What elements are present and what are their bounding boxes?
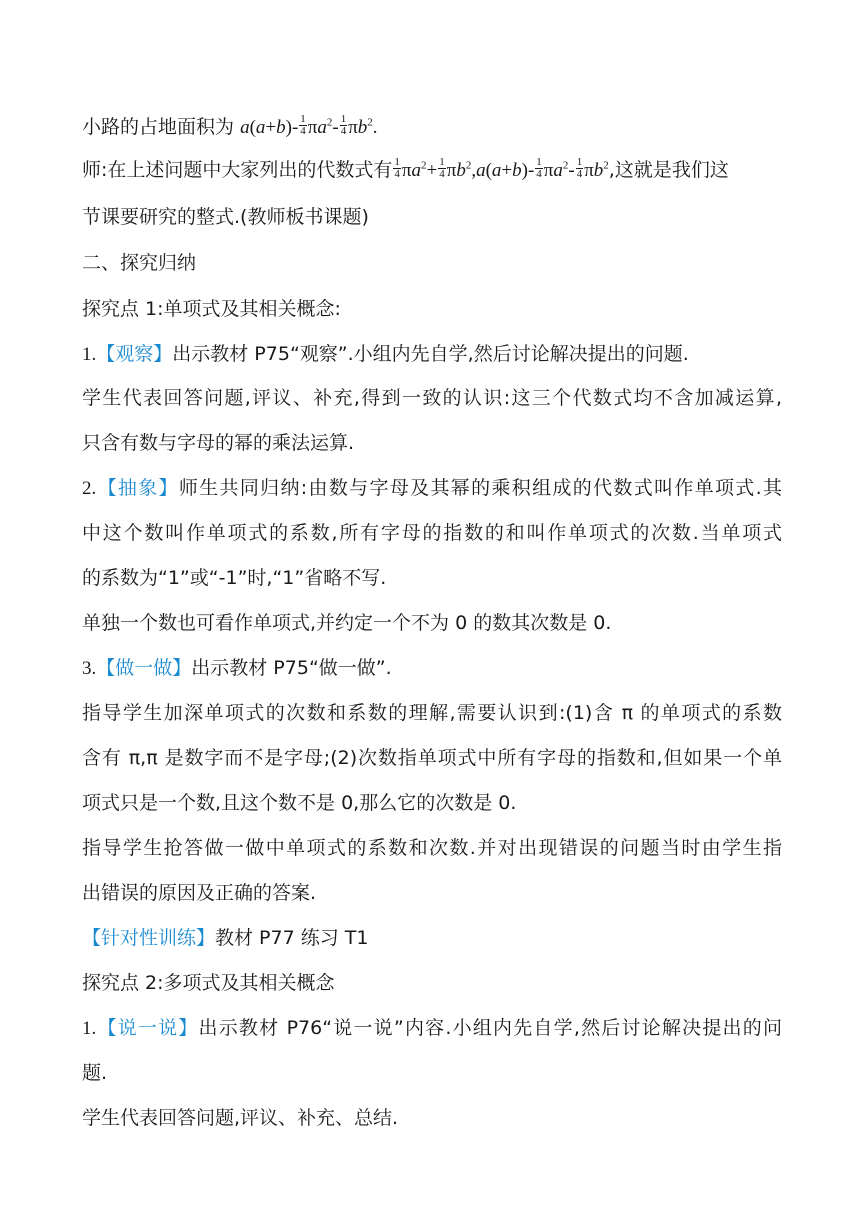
fraction: $\frac{1}{4}$ <box>536 156 542 180</box>
fraction: $\frac{1}{4}$ <box>300 113 306 137</box>
line-8: 只含有数与字母的幂的乘法运算. <box>82 432 355 454</box>
line-16: 项式只是一个数,且这个数不是 0,那么它的次数是 0. <box>82 792 517 814</box>
practice-tag: 【针对性训练】 <box>82 927 216 949</box>
line-14: 指导学生加深单项式的次数和系数的理解,需要认识到:(1)含 π 的单项式的系数 <box>82 702 782 724</box>
fraction: $\frac{1}{4}$ <box>394 156 400 180</box>
line-19: 【针对性训练】教材 P77 练习 T1 <box>82 927 369 949</box>
line-18: 出错误的原因及正确的答案. <box>82 882 317 904</box>
speak-tag: 【说一说】 <box>96 1017 199 1039</box>
line-15: 含有 π,π 是数字而不是字母;(2)次数指单项式中所有字母的指数和,但如果一个单 <box>82 747 782 769</box>
subsection-heading-1: 探究点 1:单项式及其相关概念: <box>82 298 341 320</box>
line-10: 中这个数叫作单项式的系数,所有字母的指数的和叫作单项式的次数.当单项式 <box>82 522 782 544</box>
line-9: 2.【抽象】师生共同归纳:由数与字母及其幂的乘积组成的代数式叫作单项式.其 <box>82 477 782 499</box>
line-22: 题. <box>82 1062 108 1084</box>
subsection-heading-2: 探究点 2:多项式及其相关概念 <box>82 972 335 994</box>
line-7: 学生代表回答问题,评议、补充,得到一致的认识:这三个代数式均不含加减运算, <box>82 387 782 409</box>
try-it-tag: 【做一做】 <box>96 657 192 679</box>
observe-tag: 【观察】 <box>96 343 173 365</box>
fraction: $\frac{1}{4}$ <box>576 156 583 180</box>
fraction: $\frac{1}{4}$ <box>439 156 445 180</box>
line-23: 学生代表回答问题,评议、补充、总结. <box>82 1107 399 1129</box>
line-17: 指导学生抢答做一做中单项式的系数和次数.并对出现错误的问题当时由学生指 <box>82 837 782 859</box>
line-1: 小路的占地面积为 a(a+b)- $\frac{1}{4}$ $\pi a^2-$ $\frac{1}{4}$ $\pi b^2$. <box>82 113 378 138</box>
line-11: 的系数为“1”或“-1”时,“1”省略不写. <box>82 567 387 589</box>
line-13: 3.【做一做】出示教材 P75“做一做”. <box>82 657 392 679</box>
fraction: $\frac{1}{4}$ <box>340 113 347 137</box>
section-heading: 二、探究归纳 <box>82 252 197 274</box>
abstract-tag: 【抽象】 <box>96 477 179 499</box>
line-6: 1.【观察】出示教材 P75“观察”.小组内先自学,然后讨论解决提出的问题. <box>82 343 689 365</box>
line-21: 1.【说一说】出示教材 P76“说一说”内容.小组内先自学,然后讨论解决提出的问 <box>82 1017 782 1039</box>
line-2: 师:在上述问题中大家列出的代数式有 $\frac{1}{4}$ $\pi a^2+$ $\frac{1}{4}$ $\pi b^2,a(a+b)-$ $\frac{1}{4}$ $\pi a^2-$ $\frac{1}{4}$ $\pi b^2$,这就是我们这 <box>82 156 729 181</box>
line-12: 单独一个数也可看作单项式,并约定一个不为 0 的数其次数是 0. <box>82 612 612 634</box>
line-3: 节课要研究的整式.(教师板书课题) <box>82 206 369 228</box>
